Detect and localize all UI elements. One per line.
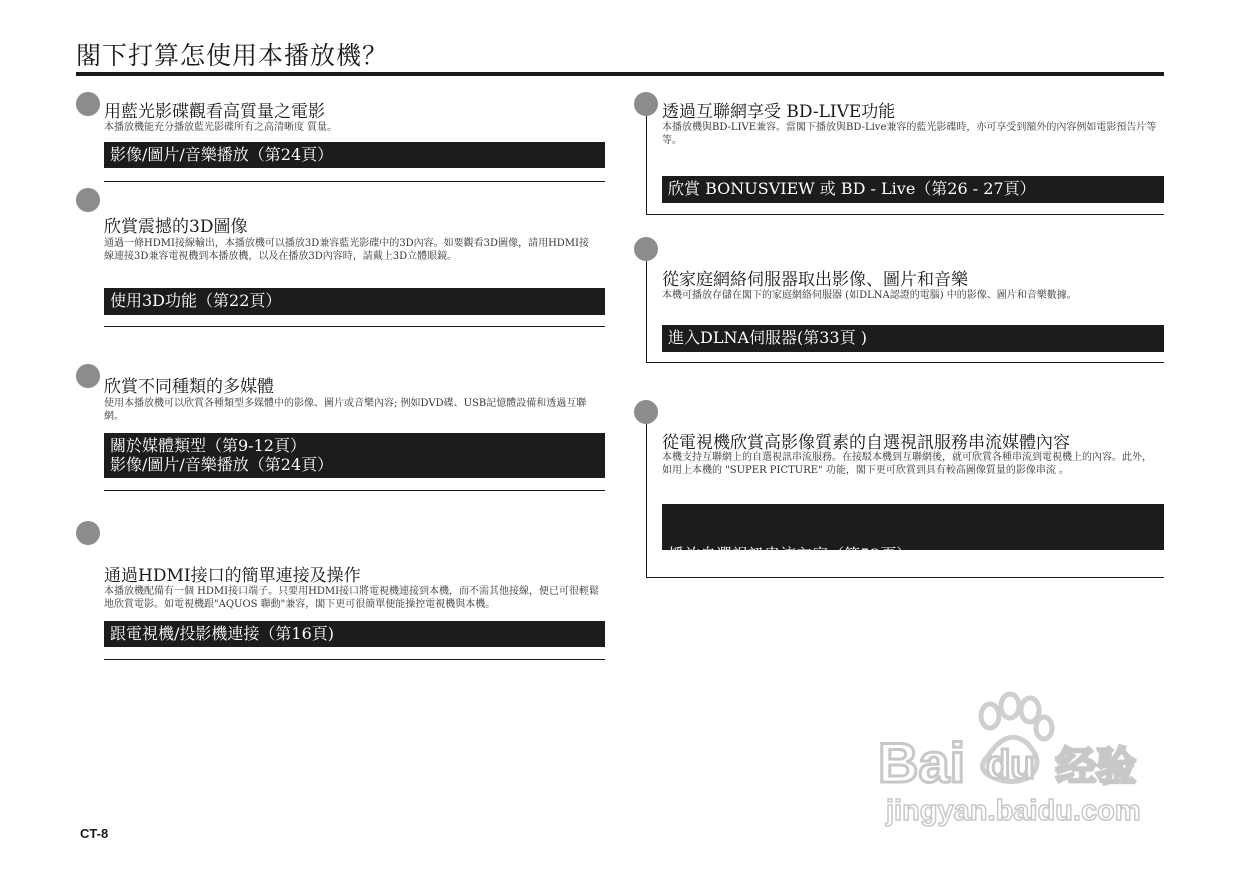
section-divider <box>646 214 1164 215</box>
bullet-dot <box>634 400 658 424</box>
page-reference: 欣賞 BONUSVIEW 或 BD - Live（第26 - 27頁） <box>668 179 1036 198</box>
section-side-rule <box>646 104 647 215</box>
page-number: CT-8 <box>80 826 109 841</box>
page-reference-bar <box>104 288 605 315</box>
page-reference-bar <box>662 325 1164 352</box>
section-title: 通過HDMI接口的簡單連接及操作 <box>104 566 361 586</box>
bullet-dot <box>76 521 100 545</box>
section-side-rule <box>646 412 647 577</box>
page-title: 閣下打算怎使用本播放機？ <box>76 41 389 70</box>
section-description: 本機可播放存儲在閣下的家庭網絡伺服器 (如DLNA認證的電腦) 中的影像、圖片和音樂數據。 <box>662 290 1077 301</box>
bullet-dot <box>634 92 658 116</box>
section-divider <box>104 659 605 660</box>
svg-text:经验: 经验 <box>1056 745 1136 789</box>
page-reference-bar <box>104 621 605 647</box>
section-description: 本播放機能充分播放藍光影碟所有之高清晰度 質量。 <box>104 122 338 133</box>
section-divider <box>104 181 605 182</box>
page-reference-bar <box>662 504 1164 621</box>
baidu-jingyan-watermark <box>868 686 1168 835</box>
page-reference-bar <box>104 142 605 168</box>
section-description: 使用本播放機可以欣賞各種類型多媒體中的影像、圖片或音樂內容; 例如DVD碟、USB記憶體設備和透過互聯網。 <box>104 398 587 422</box>
bullet-dot <box>76 188 100 212</box>
section-divider <box>104 490 605 491</box>
section-title: 用藍光影碟觀看高質量之電影 <box>104 102 325 122</box>
section-divider <box>104 326 605 327</box>
section-title: 從電視機欣賞高影像質素的自選視訊服務串流媒體內容 <box>662 433 1070 453</box>
section-title: 欣賞震撼的3D圖像 <box>104 217 248 237</box>
section-description: 通過一條HDMI接線輸出，本播放機可以播放3D兼容藍光影碟中的3D內容。如要觀看3D圖像，請用HDMI接線連接3D兼容電視機到本播放機，以及在播放3D內容時，請戴上3D立體眼鏡。 <box>104 238 589 262</box>
svg-text:du: du <box>986 743 1035 787</box>
page-reference: 進入DLNA伺服器(第33頁 ) <box>668 328 867 347</box>
bullet-dot <box>76 92 100 116</box>
svg-text:jingyan.baidu.com: jingyan.baidu.com <box>886 795 1141 827</box>
title-rule <box>76 72 1164 76</box>
page-reference: 影像/圖片/音樂播放（第24頁） <box>110 455 334 474</box>
svg-text:Bai: Bai <box>878 731 966 794</box>
section-description: 本播放機配備有一個 HDMI接口端子。只要用HDMI接口將電視機連接到本機，而不需其他接線，便已可很輕鬆地欣賞電影。如電視機跟"AQUOS 聯動"兼容，閣下更可很簡單便能操控電視機與本機。 <box>104 586 600 610</box>
section-divider <box>646 577 1164 578</box>
section-title: 欣賞不同種類的多媒體 <box>104 377 274 397</box>
section-side-rule <box>646 249 647 362</box>
page-reference: 使用3D功能（第22頁） <box>110 291 282 310</box>
page-reference: 影像/圖片/音樂播放（第24頁） <box>110 145 334 164</box>
page-reference: 播放自選視訊串流內容（第52頁） <box>668 545 913 564</box>
baidu-paw-logo-icon <box>868 686 1168 831</box>
page-reference: 關於媒體類型（第9-12頁） <box>110 436 306 455</box>
page-reference: 跟電視機/投影機連接（第16頁) <box>110 624 334 643</box>
bullet-dot <box>76 364 100 388</box>
page-reference-bar <box>104 433 605 478</box>
page-reference-bar <box>662 176 1164 203</box>
section-description: 本機支持互聯網上的自選視訊串流服務。在接駁本機到互聯網後，就可欣賞各種串流到電視機上的內容。此外，如用上本機的 "SUPER PICTURE" 功能，閣下更可欣賞到具有較高圖像質量的影像串流 。 <box>662 452 1152 476</box>
page-reference: "SUPER PICTURE"（第42頁） <box>668 602 919 621</box>
bullet-dot <box>634 237 658 261</box>
section-title: 透過互聯網享受 BD-LIVE功能 <box>662 102 896 122</box>
section-divider <box>646 362 1164 363</box>
section-title: 從家庭網絡伺服器取出影像、圖片和音樂 <box>662 270 968 290</box>
section-description: 本播放機與BD-LIVE兼容。當閣下播放與BD-Live兼容的藍光影碟時，亦可享受到額外的內容例如電影預告片等等。 <box>662 122 1157 146</box>
